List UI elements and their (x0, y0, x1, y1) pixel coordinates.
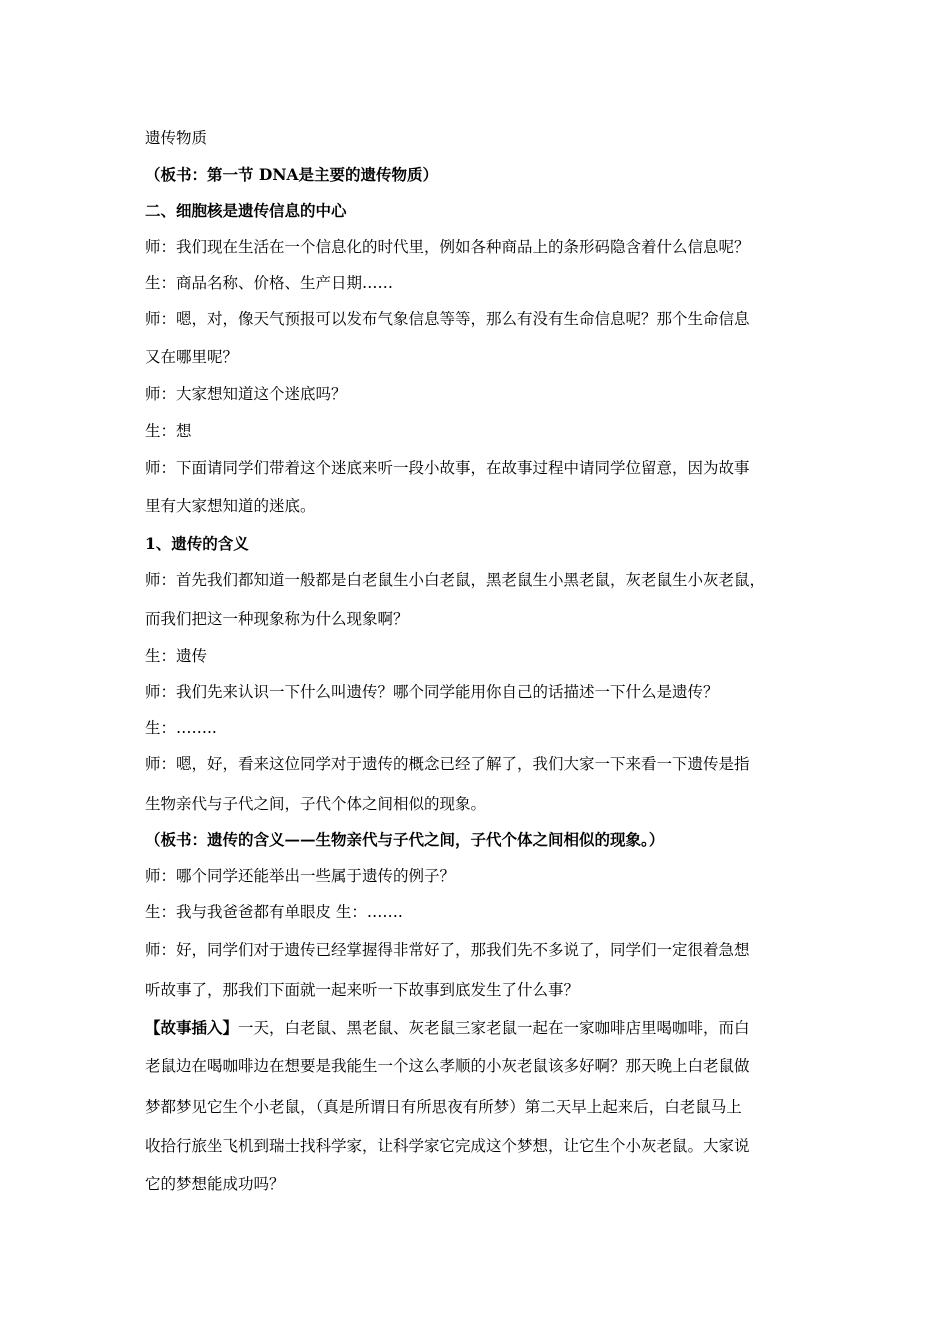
text-line: 生：想 (145, 422, 192, 440)
text-line: 里有大家想知道的迷底。 (145, 497, 316, 515)
text-line: 老鼠边在喝咖啡边在想要是我能生一个这么孝顺的小灰老鼠该多好啊？那天晚上白老鼠做 (145, 1057, 750, 1075)
text-line: 师：下面请同学们带着这个迷底来听一段小故事，在故事过程中请同学位留意，因为故事 (145, 459, 750, 477)
text-line: 师：我们现在生活在一个信息化的时代里，例如各种商品上的条形码隐含着什么信息呢？ (145, 238, 750, 256)
story-insert-label: 【故事插入】 (145, 1018, 239, 1037)
text-line: 生：我与我爸爸都有单眼皮 生：……. (145, 903, 403, 921)
text-line: 收拾行旅坐飞机到瑞士找科学家，让科学家它完成这个梦想，让它生个小灰老鼠。大家说 (145, 1137, 750, 1155)
text-line: 师：嗯，对，像天气预报可以发布气象信息等等，那么有没有生命信息呢？那个生命信息 (145, 310, 750, 328)
section-heading: 1、遗传的含义 (145, 534, 249, 553)
story-insert-line (145, 1018, 750, 1038)
section-heading: 二、细胞核是遗传信息的中心 (145, 201, 347, 220)
text-line: 又在哪里呢？ (145, 348, 239, 366)
text-line: 师：哪个同学还能举出一些属于遗传的例子？ (145, 867, 456, 885)
story-insert-text: 一天，白老鼠、黑老鼠、灰老鼠三家老鼠一起在一家咖啡店里喝咖啡，而白 (238, 1019, 750, 1037)
text-line: 遗传物质 (145, 129, 208, 147)
text-line: 师：我们先来认识一下什么叫遗传？哪个同学能用你自己的话描述一下什么是遗传？ (145, 683, 719, 701)
blackboard-heading: （板书：第一节 DNA是主要的遗传物质） (145, 165, 439, 184)
text-line: 它的梦想能成功吗？ (145, 1175, 285, 1193)
text-line: 师：首先我们都知道一般都是白老鼠生小白老鼠，黑老鼠生小黑老鼠，灰老鼠生小灰老鼠， (145, 571, 766, 589)
text-line: 生：遗传 (145, 647, 208, 665)
text-line: 师：好，同学们对于遗传已经掌握得非常好了，那我们先不多说了，同学们一定很着急想 (145, 941, 750, 959)
text-line: 生：…….. (145, 719, 217, 737)
text-line: 生：商品名称、价格、生产日期…… (145, 274, 394, 292)
text-line: 而我们把这一种现象称为什么现象啊？ (145, 610, 409, 628)
text-line: 梦都梦见它生个小老鼠，（真是所谓日有所思夜有所梦）第二天早上起来后，白老鼠马上 (145, 1098, 742, 1116)
text-line: 生物亲代与子代之间，子代个体之间相似的现象。 (145, 795, 487, 813)
text-line: 师：嗯，好，看来这位同学对于遗传的概念已经了解了，我们大家一下来看一下遗传是指 (145, 755, 750, 773)
text-line: 师：大家想知道这个迷底吗？ (145, 385, 347, 403)
blackboard-heading: （板书：遗传的含义——生物亲代与子代之间，子代个体之间相似的现象。） (145, 830, 665, 849)
text-line: 听故事了，那我们下面就一起来听一下故事到底发生了什么事？ (145, 981, 580, 999)
